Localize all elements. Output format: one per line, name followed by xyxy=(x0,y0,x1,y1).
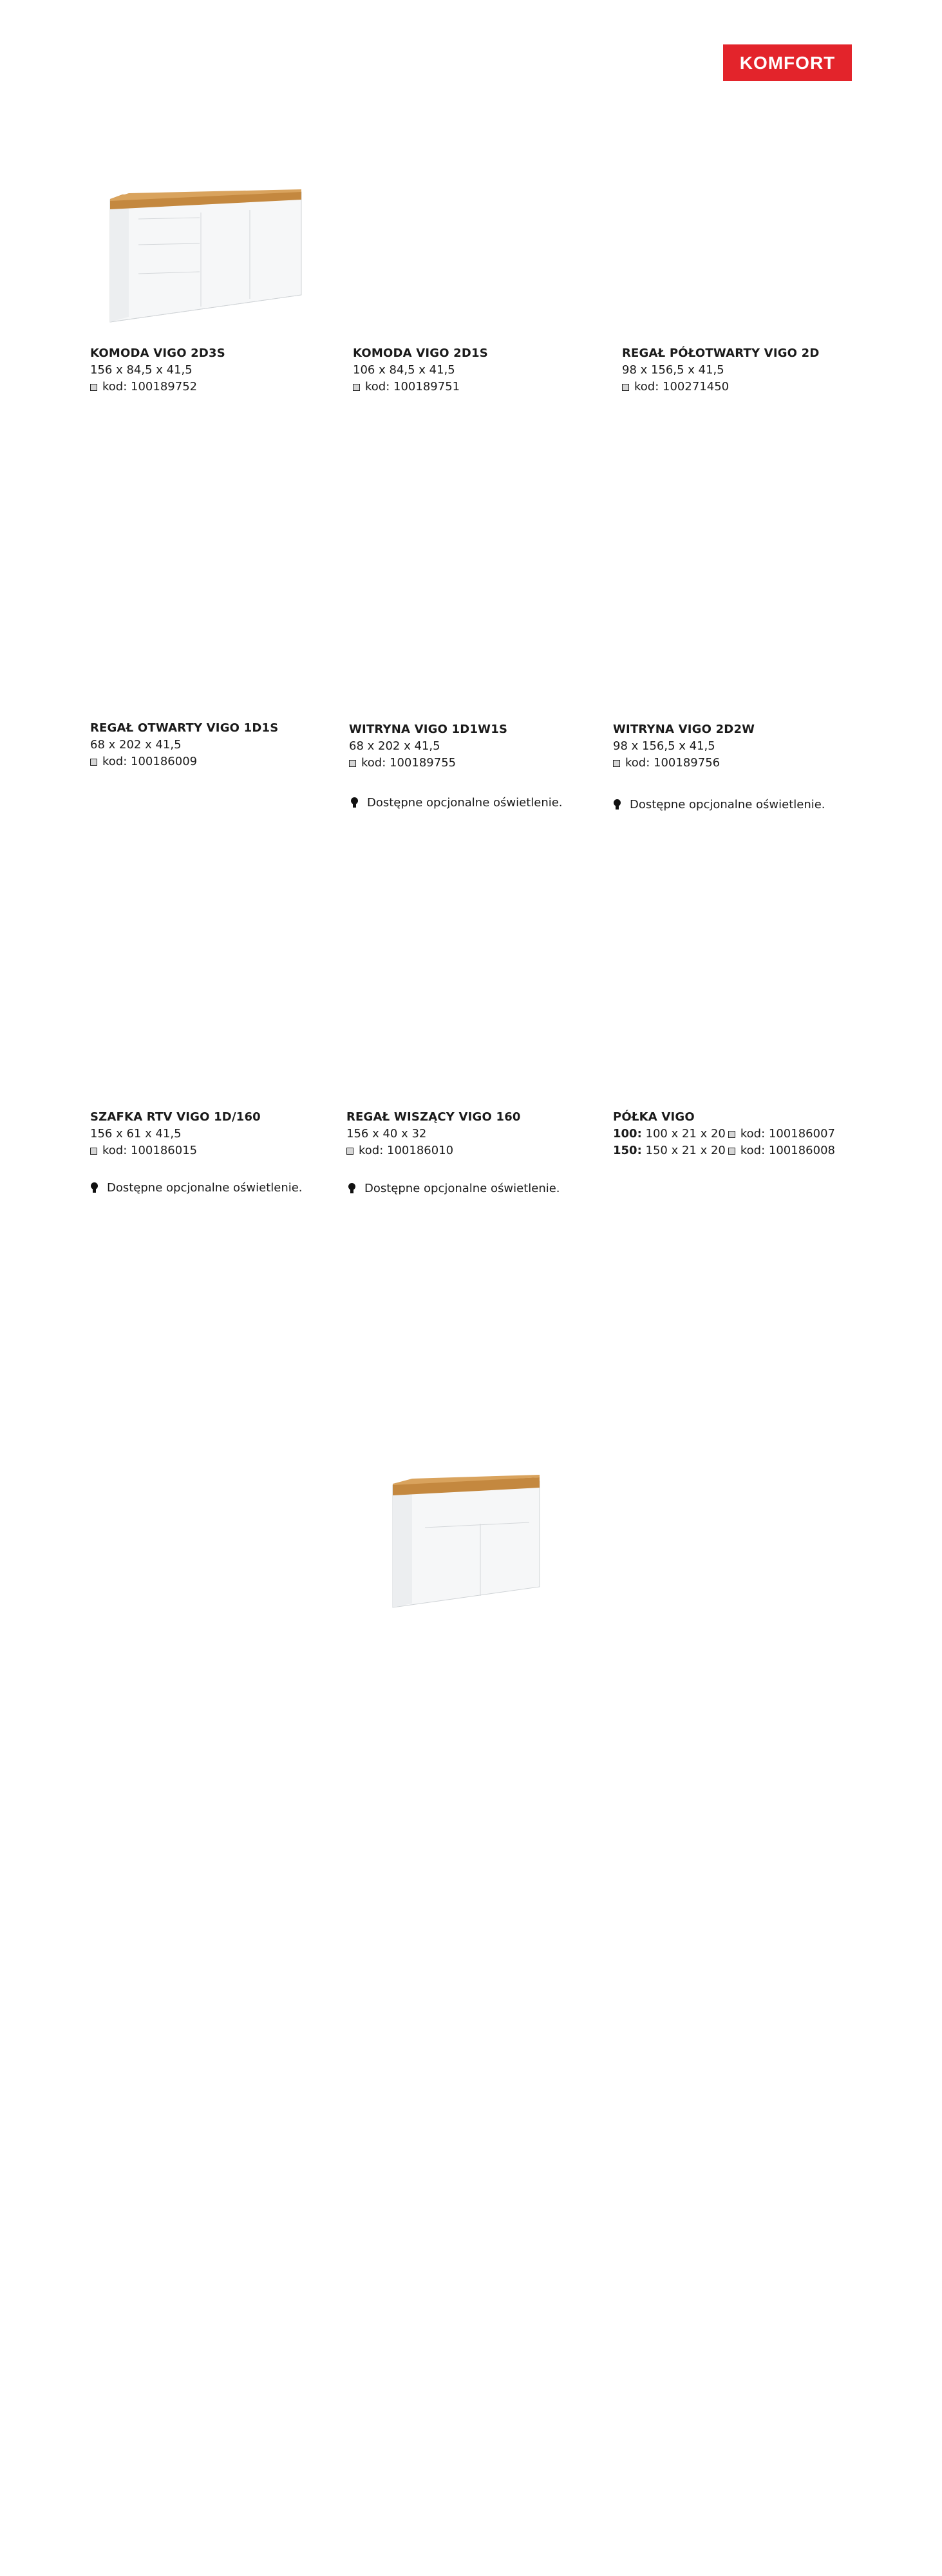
barcode-icon xyxy=(613,760,620,767)
barcode-icon xyxy=(90,384,97,391)
variant-code: 100186007 xyxy=(768,1127,835,1141)
product-code: 100186010 xyxy=(387,1144,454,1157)
lighting-note xyxy=(90,1181,303,1195)
code-prefix: kod: xyxy=(102,755,127,768)
lighting-note-text: Dostępne opcjonalne oświetlenie. xyxy=(107,1181,303,1195)
product-code: 100186009 xyxy=(131,755,198,768)
product-dimensions: 98 x 156,5 x 41,5 xyxy=(613,739,715,753)
product-dimensions: 156 x 61 x 41,5 xyxy=(90,1127,182,1141)
product-name: KOMODA VIGO 2D1S xyxy=(353,346,488,360)
product-code: 100189755 xyxy=(390,756,457,770)
product-code: 100271450 xyxy=(663,380,730,393)
code-prefix: kod: xyxy=(361,756,386,770)
product-info-regal-polotwarty-2d xyxy=(622,345,820,395)
variant-code: 100186008 xyxy=(768,1144,835,1157)
product-name: WITRYNA VIGO 2D2W xyxy=(613,723,755,736)
light-bulb-icon xyxy=(613,799,621,810)
product-code: 100189752 xyxy=(131,380,198,393)
product-name: KOMODA VIGO 2D3S xyxy=(90,346,225,360)
light-bulb-icon xyxy=(348,1183,355,1194)
code-prefix: kod: xyxy=(102,380,127,393)
barcode-icon xyxy=(728,1148,735,1155)
lighting-note xyxy=(613,798,825,811)
lighting-note-text: Dostępne opcjonalne oświetlenie. xyxy=(364,1182,560,1195)
code-prefix: kod: xyxy=(740,1127,766,1141)
product-dimensions: 156 x 40 x 32 xyxy=(346,1127,427,1141)
product-dimensions: 68 x 202 x 41,5 xyxy=(349,739,440,753)
barcode-icon xyxy=(90,759,97,766)
product-name: WITRYNA VIGO 1D1W1S xyxy=(349,723,508,736)
product-info-regal-wiszacy xyxy=(346,1109,521,1159)
product-info-regal-otwarty-1d1s xyxy=(90,720,278,770)
product-dimensions: 98 x 156,5 x 41,5 xyxy=(622,363,724,377)
light-bulb-icon xyxy=(350,797,358,808)
code-prefix: kod: xyxy=(625,756,650,770)
product-image-komoda-2d1s xyxy=(0,1291,942,2576)
product-info-komoda-2d3s xyxy=(90,345,225,395)
product-name: PÓŁKA VIGO xyxy=(613,1110,695,1124)
variant-row xyxy=(613,1142,835,1159)
lighting-note-text: Dostępne opcjonalne oświetlenie. xyxy=(630,798,825,811)
barcode-icon xyxy=(353,384,360,391)
barcode-icon xyxy=(622,384,629,391)
lighting-note xyxy=(350,796,563,810)
product-dimensions: 106 x 84,5 x 41,5 xyxy=(353,363,455,377)
product-info-szafka-rtv xyxy=(90,1109,261,1159)
barcode-icon xyxy=(90,1148,97,1155)
product-code: 100189756 xyxy=(654,756,721,770)
product-name: REGAŁ PÓŁOTWARTY VIGO 2D xyxy=(622,346,820,360)
code-prefix: kod: xyxy=(634,380,659,393)
product-info-komoda-2d1s xyxy=(353,345,488,395)
product-info-witryna-1d1w1s xyxy=(349,721,507,772)
product-name: REGAŁ OTWARTY VIGO 1D1S xyxy=(90,721,279,735)
product-dimensions: 68 x 202 x 41,5 xyxy=(90,738,182,752)
barcode-icon xyxy=(349,760,356,767)
lighting-note xyxy=(348,1182,560,1195)
barcode-icon xyxy=(728,1131,735,1138)
code-prefix: kod: xyxy=(102,1144,127,1157)
variant-dimensions: 150 x 21 x 20 xyxy=(645,1144,726,1157)
product-info-polka-vigo xyxy=(613,1109,835,1159)
komfort-logo: KOMFORT xyxy=(723,44,852,81)
code-prefix: kod: xyxy=(359,1144,384,1157)
barcode-icon xyxy=(346,1148,353,1155)
variant-label: 150: xyxy=(613,1144,642,1157)
product-name: SZAFKA RTV VIGO 1D/160 xyxy=(90,1110,261,1124)
variant-dimensions: 100 x 21 x 20 xyxy=(645,1127,726,1141)
code-prefix: kod: xyxy=(365,380,390,393)
variant-row xyxy=(613,1126,835,1142)
variant-label: 100: xyxy=(613,1127,642,1141)
product-code: 100189751 xyxy=(393,380,460,393)
product-name: REGAŁ WISZĄCY VIGO 160 xyxy=(346,1110,521,1124)
lighting-note-text: Dostępne opcjonalne oświetlenie. xyxy=(367,796,563,810)
product-dimensions: 156 x 84,5 x 41,5 xyxy=(90,363,193,377)
code-prefix: kod: xyxy=(740,1144,766,1157)
product-info-witryna-2d2w xyxy=(613,721,755,772)
light-bulb-icon xyxy=(90,1182,98,1193)
product-code: 100186015 xyxy=(131,1144,198,1157)
